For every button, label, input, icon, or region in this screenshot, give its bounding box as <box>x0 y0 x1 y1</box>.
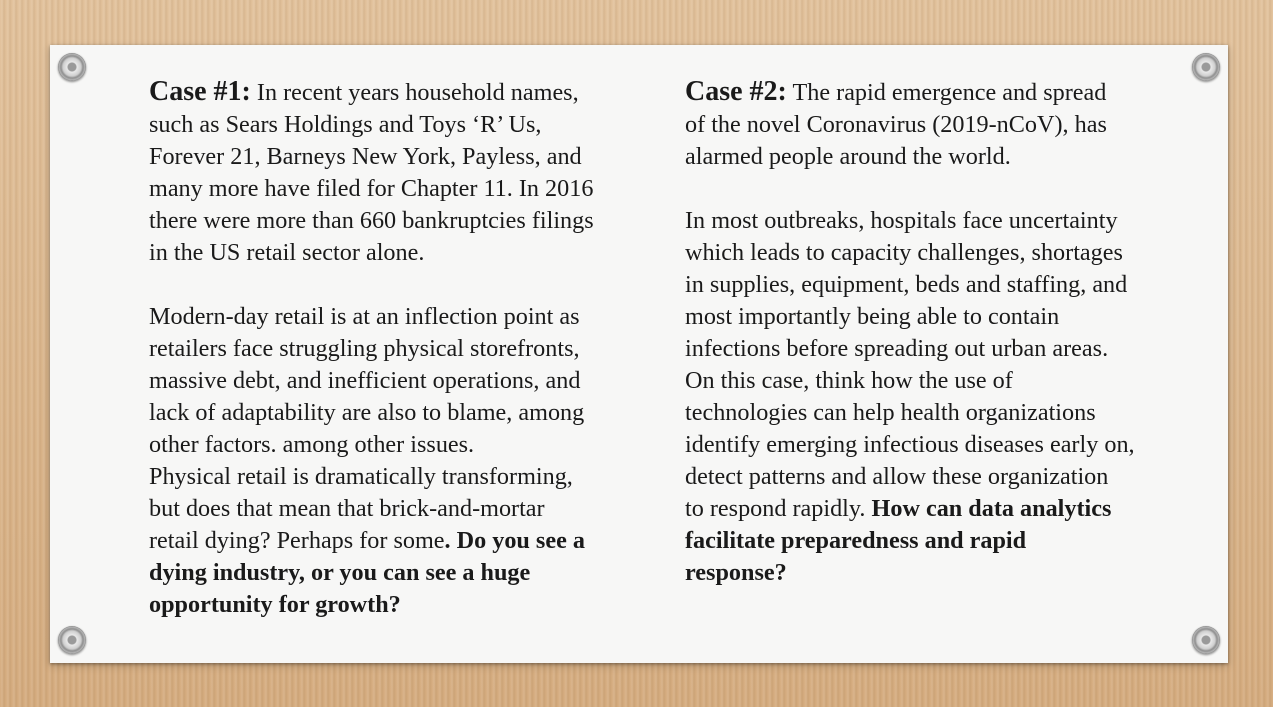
case-1-column <box>149 76 639 621</box>
case-2-line: detect patterns and allow these organization <box>685 463 1109 490</box>
case-1-line: there were more than 660 bankruptcies filings <box>149 207 594 234</box>
case-1-line: but does that mean that brick-and-mortar <box>149 495 545 522</box>
thumbtack-icon <box>58 626 86 654</box>
thumbtack-icon <box>58 53 86 81</box>
case-1-line: Case #1: In recent years household names, <box>149 76 579 107</box>
case-2-line: in supplies, equipment, beds and staffing, and <box>685 271 1128 298</box>
case-1-line: Physical retail is dramatically transforming, <box>149 463 573 490</box>
case-2-line: alarmed people around the world. <box>685 143 1011 170</box>
case-1-line: massive debt, and inefficient operations, and <box>149 367 581 394</box>
case-2-label: Case #2: <box>685 76 787 107</box>
case-2-line: most importantly being able to contain <box>685 303 1060 330</box>
case-1-line: other factors. among other issues. <box>149 431 475 458</box>
case-1-question-line: opportunity for growth? <box>149 591 401 618</box>
case-1-question-line: dying industry, or you can see a huge <box>149 559 531 586</box>
case-2-line: technologies can help health organizations <box>685 399 1096 426</box>
case-1-line: Modern-day retail is at an inflection point as <box>149 303 580 330</box>
case-1-line: in the US retail sector alone. <box>149 239 425 266</box>
paragraph-gap <box>685 173 1175 205</box>
case-1-line: retail dying? Perhaps for some. Do you see a <box>149 527 585 554</box>
case-2-line: to respond rapidly. How can data analytics <box>685 495 1112 522</box>
case-1-line: Forever 21, Barneys New York, Payless, and <box>149 143 582 170</box>
thumbtack-icon <box>1192 53 1220 81</box>
case-2-line: which leads to capacity challenges, shortages <box>685 239 1123 266</box>
paragraph-gap <box>149 269 639 301</box>
case-2-line: of the novel Coronavirus (2019-nCoV), has <box>685 111 1107 138</box>
case-1-label: Case #1: <box>149 76 251 107</box>
case-1-line: retailers face struggling physical storefronts, <box>149 335 580 362</box>
case-2-line: In most outbreaks, hospitals face uncertainty <box>685 207 1118 234</box>
case-2-line: identify emerging infectious diseases early on, <box>685 431 1135 458</box>
case-1-line: lack of adaptability are also to blame, among <box>149 399 585 426</box>
case-1-line: such as Sears Holdings and Toys ‘R’ Us, <box>149 111 542 138</box>
case-2-line: infections before spreading out urban areas. <box>685 335 1109 362</box>
case-1-line: many more have filed for Chapter 11. In 2016 <box>149 175 594 202</box>
thumbtack-icon <box>1192 626 1220 654</box>
case-2-question-line: response? <box>685 559 787 586</box>
case-2-line: Case #2: The rapid emergence and spread <box>685 76 1107 107</box>
case-2-line: On this case, think how the use of <box>685 367 1013 394</box>
case-2-question-line: facilitate preparedness and rapid <box>685 527 1027 554</box>
case-2-column <box>685 76 1175 589</box>
